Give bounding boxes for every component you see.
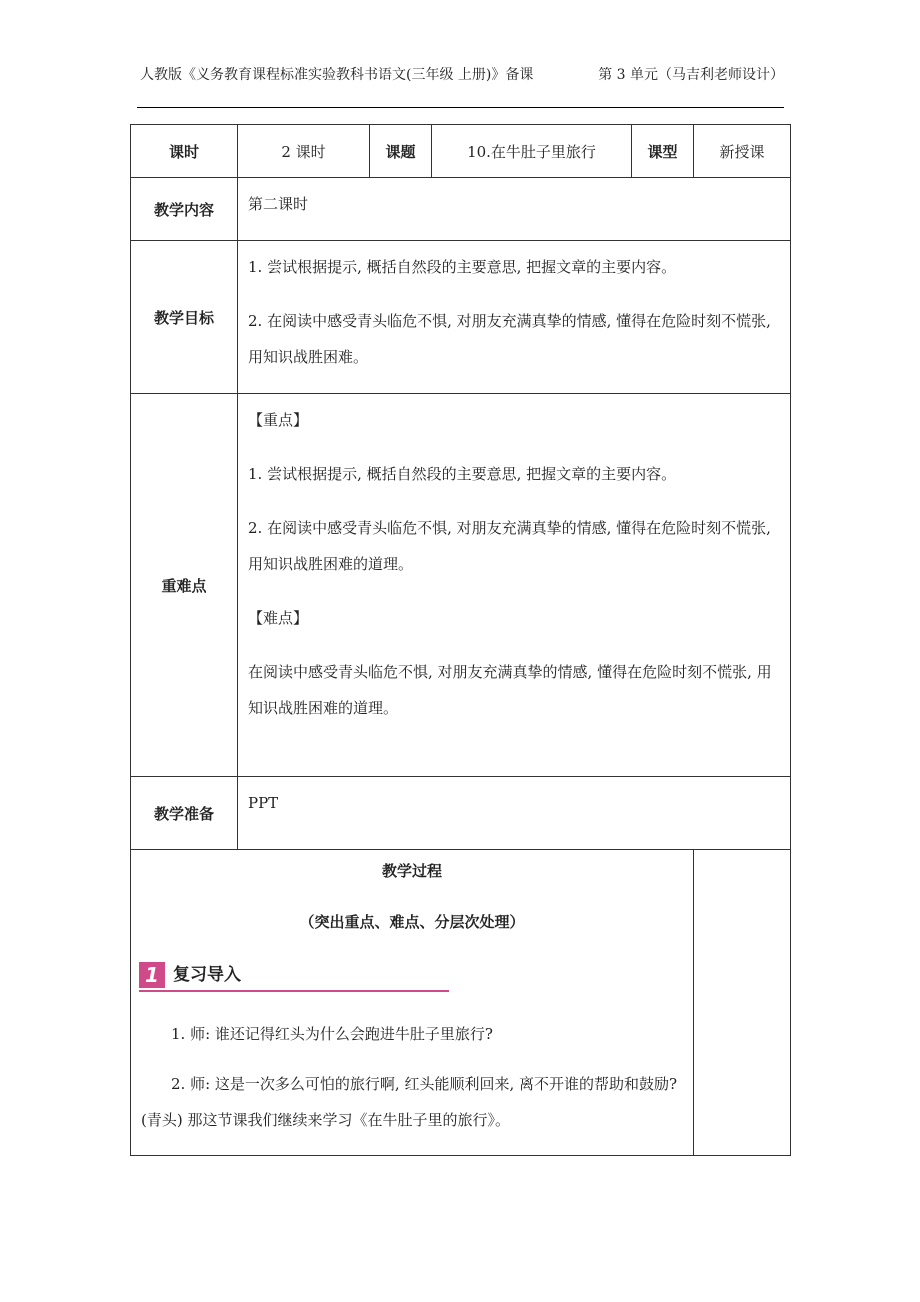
table-row xyxy=(131,850,791,1156)
prep-value: PPT xyxy=(248,794,279,812)
keypoints-content xyxy=(238,394,791,777)
difficult-text: 在阅读中感受青头临危不惧, 对朋友充满真挚的情感, 懂得在危险时刻不慌张, 用知识战胜困难的道理。 xyxy=(248,663,772,717)
type-label: 课型 xyxy=(632,125,694,178)
content-value xyxy=(238,178,791,241)
lesson-plan-table xyxy=(130,124,791,1156)
table-row xyxy=(131,394,791,777)
table-row xyxy=(131,777,791,850)
process-paragraph: 2. 师: 这是一次多么可怕的旅行啊, 红头能顺利回来, 离不开谁的帮助和鼓励?(青头) 那这节课我们继续来学习《在牛肚子里的旅行》。 xyxy=(141,1075,678,1129)
header-book-title: 人教版《义务教育课程标准实验教科书语文(三年级 上册)》备课 xyxy=(140,67,534,83)
difficult-heading: 【难点】 xyxy=(248,609,309,627)
topic-label: 课题 xyxy=(370,125,432,178)
key-heading: 【重点】 xyxy=(248,411,309,429)
content-label: 教学内容 xyxy=(131,178,238,241)
section-title: 复习导入 xyxy=(173,965,241,985)
prep-label: 教学准备 xyxy=(131,777,238,850)
header-unit: 第 3 单元（马吉利老师设计） xyxy=(598,67,784,83)
key-item: 2. 在阅读中感受青头临危不惧, 对朋友充满真挚的情感, 懂得在危险时刻不慌张, 用知识战胜困难的道理。 xyxy=(248,519,771,573)
goals-label: 教学目标 xyxy=(131,241,238,394)
content-text: 第二课时 xyxy=(248,195,309,213)
process-paragraph: 1. 师: 谁还记得红头为什么会跑进牛肚子里旅行? xyxy=(171,1025,493,1043)
page-header xyxy=(140,64,784,88)
goals-content xyxy=(238,241,791,394)
table-row xyxy=(131,125,791,178)
key-item: 1. 尝试根据提示, 概括自然段的主要意思, 把握文章的主要内容。 xyxy=(248,465,677,483)
section-heading xyxy=(139,962,449,992)
header-divider xyxy=(137,107,784,108)
goal-item: 2. 在阅读中感受青头临危不惧, 对朋友充满真挚的情感, 懂得在危险时刻不慌张, 用知识战胜困难。 xyxy=(248,312,771,366)
goal-item: 1. 尝试根据提示, 概括自然段的主要意思, 把握文章的主要内容。 xyxy=(248,258,677,276)
type-value: 新授课 xyxy=(694,125,791,178)
table-row xyxy=(131,241,791,394)
section-number-badge: 1 xyxy=(139,962,165,988)
topic-value: 10.在牛肚子里旅行 xyxy=(432,125,632,178)
process-subtitle: （突出重点、难点、分层次处理） xyxy=(299,913,525,931)
prep-content xyxy=(238,777,791,850)
period-value: 2 课时 xyxy=(238,125,370,178)
period-label: 课时 xyxy=(131,125,238,178)
keypoints-label: 重难点 xyxy=(131,394,238,777)
notes-cell xyxy=(694,850,791,1156)
process-title: 教学过程 xyxy=(381,862,442,880)
process-cell xyxy=(131,850,694,1156)
table-row xyxy=(131,178,791,241)
